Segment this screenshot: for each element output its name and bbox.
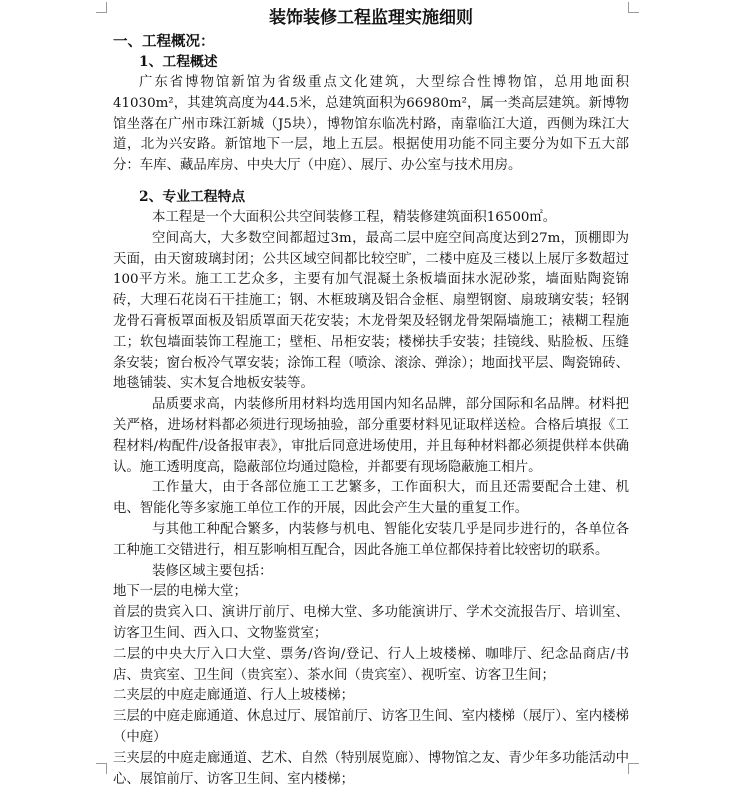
page-corner-mark: [96, 763, 107, 774]
area-list-item: 三夹层的中庭走廊通道、艺术、自然（特别展览廊）、博物馆之友、青少年多功能活动中心、展馆前厅、访客卫生间、室内楼梯；: [113, 750, 629, 787]
subsection-heading: 1、工程概述: [139, 54, 218, 70]
page-corner-mark: [628, 2, 639, 13]
feature-paragraph: 与其他工种配合繁多，内装修与机电、智能化安装几乎是同步进行的，各单位各工种施工交错进行，相互影响相互配合，因此各施工单位都保持着比较密切的联系。: [113, 521, 629, 558]
feature-paragraph: 工作量大，由于各部位施工工艺繁多，工作面积大，而且还需要配合土建、机电、智能化等多家施工单位工作的开展，因此会产生大量的重复工作。: [113, 480, 629, 517]
area-list-item: 地下一层的电梯大堂；: [113, 584, 247, 600]
feature-paragraph: 空间高大，大多数空间都超过3m，最高二层中庭空间高度达到27m，顶棚即为天面，由天窗玻璃封闭；公共区域空间都比较空旷，二楼中庭及三楼以上展厅多数超过100平方米。施工工艺众多，主要有加气混凝土条板墙面抹水泥砂浆，墙面贴陶瓷锦砖，大理石花岗石干挂施工；钢、木框玻璃及铝合金框、扇塑钢窗、扇玻璃安装；轻钢龙骨石膏板罩面板及铝质罩面天花安装；木龙骨架及轻钢龙骨架隔墙施工；裱糊工程施工；软包墙面装饰工程施工；壁柜、吊柜安装；楼梯扶手安装；挂镜线、贴脸板、压缝条安装；窗台板冷气罩安装；涂饰工程（喷涂、滚涂、弹涂）；地面找平层、陶瓷锦砖、地毯铺装、实木复合地板安装等。: [113, 230, 629, 392]
overview-paragraph: 广东省博物馆新馆为省级重点文化建筑，大型综合性博物馆，总用地面积41030m²，其建筑高度为44.5米，总建筑面积为66980m²，属一类高层建筑。新博物馆坐落在广州市珠江新城（J5块），博物馆东临冼村路，南靠临江大道，西侧为珠江大道，北为兴安路。新馆地下一层，地上五层。根据使用功能不同主要分为如下五大部分：车库、藏品库房、中央大厅（中庭）、展厅、办公室与技术用房。: [113, 75, 629, 174]
area-list-item: 三层的中庭走廊通道、休息过厅、展馆前厅、访客卫生间、室内楼梯（展厅）、室内楼梯（中庭）: [113, 709, 629, 745]
section-heading: 一、工程概况：: [113, 33, 215, 50]
area-list-item: 二层的中央大厅入口大堂、票务/咨询/登记、行人上坡楼梯、咖啡厅、纪念品商店/书店、贵宾室、卫生间（贵宾室）、茶水间（贵宾室）、视听室、访客卫生间；: [113, 646, 629, 683]
document-body: [113, 6, 629, 790]
page-corner-mark: [628, 763, 639, 774]
feature-paragraph: 本工程是一个大面积公共空间装修工程，精装修建筑面积16500㎡。: [152, 209, 557, 225]
page-corner-mark: [96, 2, 107, 13]
document-title: 装饰装修工程监理实施细则: [269, 8, 473, 28]
area-list-item: 首层的贵宾入口、演讲厅前厅、电梯大堂、多功能演讲厅、学术交流报告厅、培训室、访客卫生间、西入口、文物鉴赏室；: [113, 605, 629, 641]
feature-paragraph: 装修区域主要包括：: [152, 563, 273, 579]
subsection-heading: 2、专业工程特点: [139, 188, 246, 205]
area-list-item: 二夹层的中庭走廊通道、行人上坡楼梯；: [113, 688, 355, 704]
feature-paragraph: 品质要求高，内装修所用材料均选用国内知名品牌，部分国际和名品牌。材料把关严格，进场材料都必须进行现场抽验，部分重要材料见证取样送检。合格后填报《工程材料/构配件/设备报审表》，审批后同意进场使用，并且每种材料都必须提供样本供确认。施工透明度高，隐蔽部位均通过隐检，并都要有现场隐蔽施工相片。: [113, 397, 629, 475]
